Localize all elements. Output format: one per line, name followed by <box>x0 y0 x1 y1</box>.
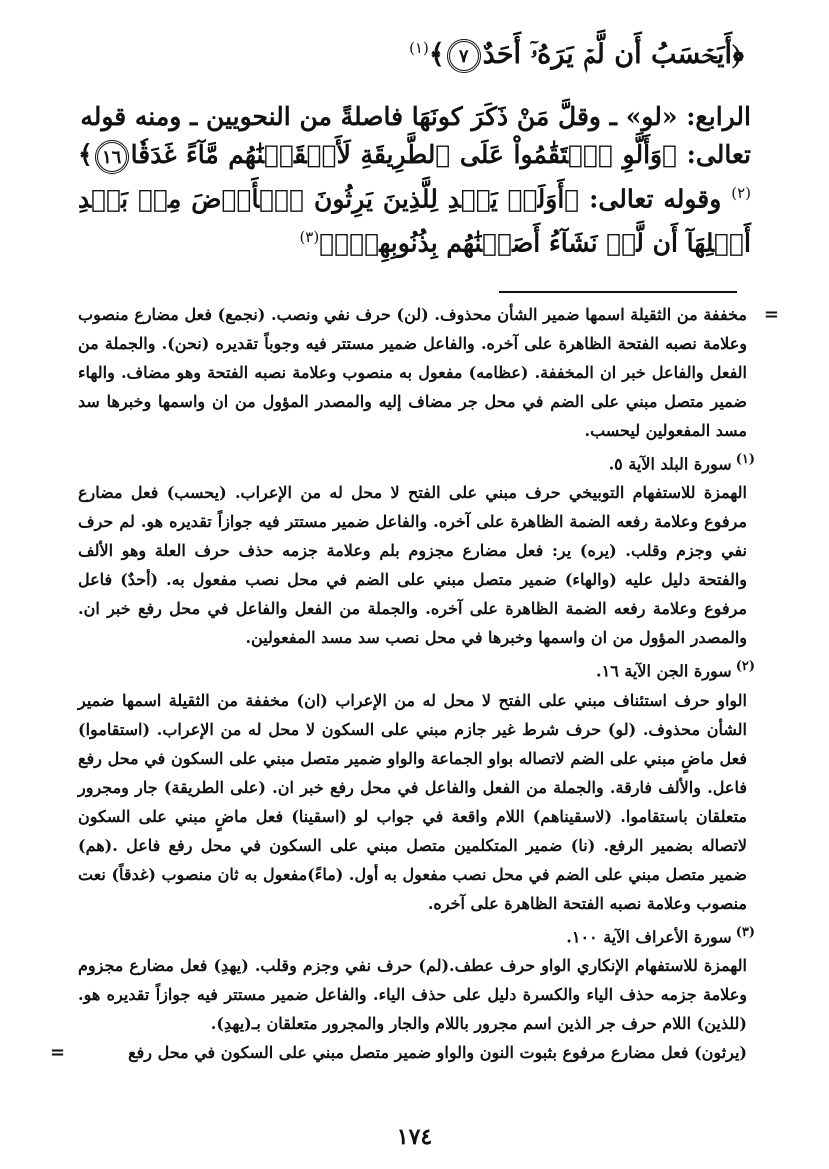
footnote-1-text: الهمزة للاستفهام التوبيخي حرف مبني على الفتح لا محل له من الإعراب. (يحسب) فعل مضارع مرفوع وعلامة رفعه الضمة الظاهرة على آخره. والفاعل ضمير مستتر فيه جوازاً تقديره هو. لم حرف نفي وجزم وقلب. (يره) ير: فعل مضارع مجزوم بلم وعلامة جزمه حذف حرف العلة وهو الألف والفتحة دليل عليه (والهاء) ضمير متصل مبني على الضم في محل نصب مفعول به. (أحدٌ) فاعل مرفوع وعلامة رفعه الضمة الظاهرة على آخره. والجملة من الفعل والفاعل في محل رفع خبر ان. والمصدر المؤول من ان واسمها وخبرها في محل نصب سد مسد المفعولين. <box>78 483 748 648</box>
footnote-continuation <box>78 300 779 445</box>
top-verse-text: ﴿أَيَحۡسَبُ أَن لَّمۡ يَرَهُۥٓ أَحَدٌ <box>482 39 744 70</box>
footnote-3-number: (٣) <box>735 924 755 940</box>
footnote-1-number: (١) <box>735 452 755 467</box>
footnote-2-text: الواو حرف استئناف مبني على الفتح لا محل له من الإعراب (ان) مخففة من الثقيلة اسمها ضمير الشأن محذوف. (لو) حرف شرط غير جازم مبني على السكون لا محل له من الإعراب. (استقاموا) فعل ماضٍ مبني على الضم لاتصاله بواو الجماعة والواو ضمير متصل مبني على السكون في محل رفع فاعل. والألف فارقة. والجملة من الفعل والفاعل في محل رفع خبر ان. (على الطريقة) جار ومجرور متعلقان باستقاموا. (لاسقيناهم) اللام واقعة في جواب لو (اسقينا) فعل ماضٍ مبني على السكون لاتصاله بضمير الرفع. (نا) ضمير المتكلمين متصل مبني على السكون في محل رفع فاعل .(هم) ضمير متصل مبني على الضم في محل نصب مفعول به أول. (ماءً)مفعول به ثان منصوب (غدقاً) نعت منصوب وعلامة نصبه الفتحة الظاهرة على آخره. <box>78 690 747 913</box>
footnote-3-last-text: (يرثون) فعل مضارع مرفوع بثبوت النون والواو ضمير متصل مبني على السكون في محل رفع <box>128 1042 747 1062</box>
quran-verse-3: ﴿أَوَلَمۡ يَهۡدِ لِلَّذِينَ يَرِثُونَ ٱلۡأَرۡضَ مِنۢ بَعۡدِ أَهۡلِهَآ أَن لَّوۡ نَشَآءُ أَصَبۡنَٰهُم بِذُنُوبِهِمۡۚ﴾ <box>78 184 751 258</box>
footnote-3-heading <box>84 918 755 951</box>
quran-verse-2-close: ﴾ <box>78 140 93 169</box>
continuation-mark: = <box>763 304 779 325</box>
verse-end-marker: ٧ <box>447 39 481 73</box>
footnote-3-text: الهمزة للاستفهام الإنكاري الواو حرف عطف.(لم) حرف نفي وجزم وقلب. (يهدِ) فعل مضارع مجزوم وعلامة جزمه حذف الياء والكسرة دليل على حذف الياء. والفاعل ضمير مستتر فيه جوازاً تقديره هو. (للذين) اللام حرف جر الذين اسم مجرور باللام والجار والمجرور متعلقان بـ(يهدِ). <box>78 955 747 1033</box>
main-line-1: الرابع: «لو» ـ وقلَّ مَنْ ذَكَرَ كونَهَا فاصلةً من النحويين ـ ومنه قوله <box>80 102 751 131</box>
main-text <box>78 98 751 263</box>
page-number: ١٧٤ <box>396 1124 433 1150</box>
footnote-2-number: (٢) <box>735 659 755 675</box>
continuation-next-mark: = <box>50 1041 66 1063</box>
continuation-text: مخففة من الثقيلة اسمها ضمير الشأن محذوف. (لن) حرف نفي ونصب. (نجمع) فعل مضارع منصوب وعلامة نصبه الفتحة الظاهرة على آخره. والفاعل ضمير مستتر فيه وجوباً تقديره (نحن). والجملة من الفعل والفاعل خبر ان المخففة. (عظامه) مفعول به منصوب وعلامة نصبه الفتحة وهو مضاف. والهاء ضمير متصل مبني على الضم في محل جر مضاف إليه والمصدر المؤول من ان واسمها وخبرها سد مسد المفعولين ليحسب. <box>78 305 747 440</box>
footnote-ref-1: (١) <box>409 39 429 57</box>
footnote-3-last-line <box>50 1038 749 1067</box>
top-verse <box>120 28 744 75</box>
footnote-2-source: سورة الجن الآية ١٦. <box>596 661 732 681</box>
top-verse-close: ﴾ <box>428 39 445 70</box>
footnote-ref-3: (٣) <box>299 228 320 247</box>
footnote-2-heading <box>84 652 755 685</box>
footnote-ref-2: (٢) <box>731 184 751 202</box>
footnote-1-source: سورة البلد الآية ٥. <box>608 454 732 474</box>
footnote-3-source: سورة الأعراف الآية ١٠٠. <box>566 926 732 946</box>
footnotes <box>50 300 779 1067</box>
verse-end-marker-2: ١٦ <box>95 140 129 174</box>
footnote-1-heading <box>84 445 755 478</box>
main-line-2-end: وقوله تعالى: <box>589 184 732 214</box>
quran-verse-2: ﴿وَأَلَّوِ ٱسۡتَقَٰمُواْ عَلَى ٱلطَّرِيقَةِ لَأَسۡقَيۡنَٰهُم مَّآءً غَدَقٗا <box>130 140 678 169</box>
main-line-2-start: تعالى: <box>677 140 751 169</box>
footnote-separator <box>499 291 737 293</box>
main-paragraph-2 <box>78 136 751 263</box>
